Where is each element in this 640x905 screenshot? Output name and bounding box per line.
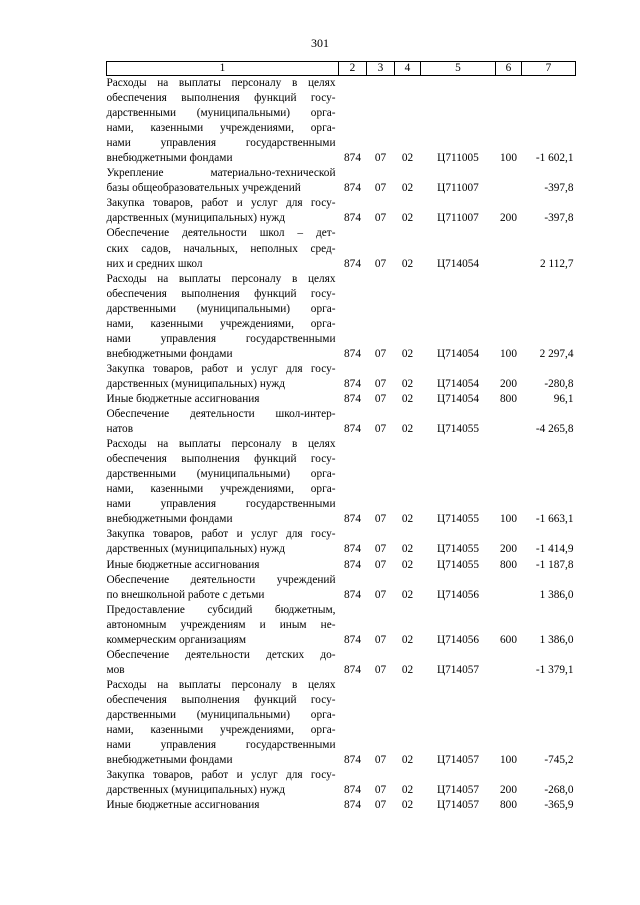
amount-value: -1 379,1	[535, 663, 574, 676]
table-row	[107, 573, 576, 603]
subsection-code: 02	[401, 543, 414, 556]
header-col-5: 5	[421, 62, 496, 76]
description-line: нами, казенными учреждениями, орга-	[106, 317, 336, 330]
description-line: дарственными (муниципальными) орга-	[106, 107, 336, 120]
target-article-code: Ц714056	[436, 633, 480, 646]
header-col-1: 1	[107, 62, 339, 76]
subsection-code: 02	[401, 799, 414, 812]
description-line: дарственных (муниципальных) нужд	[106, 543, 285, 556]
table-row	[107, 272, 576, 362]
amount-value: -397,8	[544, 182, 574, 195]
section-code: 07	[374, 347, 387, 360]
description-line: нами управления государственными	[106, 137, 336, 150]
description-line: Расходы на выплаты персоналу в целях	[106, 678, 336, 691]
target-article-code: Ц714057	[436, 754, 480, 767]
expense-type-code: 100	[500, 152, 517, 165]
row-description	[107, 196, 339, 226]
description-line: Иные бюджетные ассигнования	[106, 799, 260, 812]
description-line: Закупка товаров, работ и услуг для госу-	[106, 362, 336, 375]
amount-value: 2 297,4	[539, 347, 574, 360]
subsection-code: 02	[401, 558, 414, 571]
description-line: нами, казенными учреждениями, орга-	[106, 122, 336, 135]
header-col-3: 3	[367, 62, 395, 76]
description-line: внебюджетными фондами	[106, 754, 233, 767]
section-code: 07	[374, 784, 387, 797]
description-line: внебюджетными фондами	[106, 513, 233, 526]
expense-type-code: 800	[500, 558, 517, 571]
description-line: дарственными (муниципальными) орга-	[106, 468, 336, 481]
subsection-code: 02	[401, 377, 414, 390]
subsection-code: 02	[401, 347, 414, 360]
section-code: 07	[374, 663, 387, 676]
row-description	[107, 648, 339, 678]
description-line: дарственных (муниципальных) нужд	[106, 784, 285, 797]
expense-type-code: 800	[500, 799, 517, 812]
subsection-code: 02	[401, 152, 414, 165]
description-line: нами управления государственными	[106, 332, 336, 345]
subsection-code: 02	[401, 212, 414, 225]
target-article-code: Ц714054	[436, 377, 480, 390]
ministry-code: 874	[344, 392, 361, 405]
row-description	[107, 226, 339, 271]
description-line: ских садов, начальных, неполных сред-	[106, 242, 336, 255]
table-row	[107, 558, 576, 573]
table-row	[107, 196, 576, 226]
ministry-code: 874	[344, 257, 361, 270]
expense-type-code: 200	[500, 377, 517, 390]
description-line: Расходы на выплаты персоналу в целях	[106, 77, 336, 89]
section-code: 07	[374, 633, 387, 646]
row-description	[107, 573, 339, 603]
ministry-code: 874	[344, 588, 361, 601]
ministry-code: 874	[344, 423, 361, 436]
section-code: 07	[374, 754, 387, 767]
row-description	[107, 768, 339, 798]
description-line: дарственных (муниципальных) нужд	[106, 212, 285, 225]
description-line: Закупка товаров, работ и услуг для госу-	[106, 528, 336, 541]
description-line: по внешкольной работе с детьми	[106, 588, 265, 601]
table-header	[107, 62, 576, 76]
table-row	[107, 768, 576, 798]
target-article-code: Ц714057	[436, 663, 480, 676]
row-description	[107, 392, 339, 407]
table-row	[107, 166, 576, 196]
row-description	[107, 527, 339, 557]
row-description	[107, 798, 339, 813]
header-row	[107, 62, 576, 76]
expense-type-code	[496, 573, 522, 603]
section-code: 07	[374, 152, 387, 165]
subsection-code: 02	[401, 663, 414, 676]
page-number: 301	[311, 36, 329, 50]
target-article-code: Ц711007	[437, 182, 479, 195]
subsection-code: 02	[401, 588, 414, 601]
expense-type-code	[496, 166, 522, 196]
subsection-code: 02	[401, 754, 414, 767]
subsection-code: 02	[401, 423, 414, 436]
amount-value: 1 386,0	[539, 588, 574, 601]
expense-type-code: 100	[500, 754, 517, 767]
target-article-code: Ц714055	[436, 513, 480, 526]
description-line: нами, казенными учреждениями, орга-	[106, 724, 336, 737]
description-line: внебюджетными фондами	[106, 347, 233, 360]
ministry-code: 874	[344, 663, 361, 676]
table-body	[107, 76, 576, 814]
section-code: 07	[374, 588, 387, 601]
ministry-code: 874	[344, 513, 361, 526]
row-description	[107, 603, 339, 648]
description-line: Обеспечение деятельности детских до-	[106, 648, 336, 661]
amount-value: -365,9	[544, 799, 574, 812]
budget-table	[106, 61, 576, 813]
expense-type-code	[496, 407, 522, 437]
description-line: Предоставление субсидий бюджетным,	[106, 603, 336, 616]
subsection-code: 02	[401, 392, 414, 405]
expense-type-code	[496, 226, 522, 271]
header-col-4: 4	[395, 62, 421, 76]
description-line: обеспечения выполнения функций госу-	[106, 92, 336, 105]
description-line: базы общеобразовательных учреждений	[106, 182, 301, 195]
section-code: 07	[374, 513, 387, 526]
header-col-6: 6	[496, 62, 522, 76]
section-code: 07	[374, 392, 387, 405]
description-line: Обеспечение деятельности школ-интер-	[106, 408, 336, 421]
description-line: мов	[106, 663, 125, 676]
expense-type-code: 100	[500, 513, 517, 526]
row-description	[107, 407, 339, 437]
header-col-7: 7	[522, 62, 576, 76]
target-article-code: Ц714055	[436, 423, 480, 436]
description-line: обеспечения выполнения функций госу-	[106, 453, 336, 466]
description-line: дарственных (муниципальных) нужд	[106, 377, 285, 390]
subsection-code: 02	[401, 633, 414, 646]
table-row	[107, 226, 576, 271]
description-line: Обеспечение деятельности школ – дет-	[106, 227, 336, 240]
row-description	[107, 678, 339, 768]
subsection-code: 02	[401, 257, 414, 270]
description-line: Закупка товаров, работ и услуг для госу-	[106, 197, 336, 210]
table-row	[107, 392, 576, 407]
ministry-code: 874	[344, 347, 361, 360]
ministry-code: 874	[344, 558, 361, 571]
amount-value: -1 414,9	[535, 543, 574, 556]
expense-type-code: 200	[500, 212, 517, 225]
description-line: натов	[106, 423, 134, 436]
amount-value: 96,1	[553, 392, 574, 405]
subsection-code: 02	[401, 784, 414, 797]
row-description	[107, 558, 339, 573]
ministry-code: 874	[344, 152, 361, 165]
table-row	[107, 648, 576, 678]
expense-type-code: 100	[500, 347, 517, 360]
subsection-code: 02	[401, 513, 414, 526]
section-code: 07	[374, 377, 387, 390]
amount-value: 1 386,0	[539, 633, 574, 646]
expense-type-code: 800	[500, 392, 517, 405]
table-row	[107, 798, 576, 813]
section-code: 07	[374, 799, 387, 812]
amount-value: -4 265,8	[535, 423, 574, 436]
target-article-code: Ц711005	[437, 152, 479, 165]
row-description	[107, 76, 339, 167]
description-line: них и средних школ	[106, 257, 203, 270]
description-line: нами, казенными учреждениями, орга-	[106, 483, 336, 496]
amount-value: -745,2	[544, 754, 574, 767]
table-row	[107, 527, 576, 557]
target-article-code: Ц714054	[436, 392, 480, 405]
amount-value: -280,8	[544, 377, 574, 390]
section-code: 07	[374, 423, 387, 436]
target-article-code: Ц714056	[436, 588, 480, 601]
section-code: 07	[374, 212, 387, 225]
table-row	[107, 407, 576, 437]
ministry-code: 874	[344, 377, 361, 390]
section-code: 07	[374, 558, 387, 571]
description-line: внебюджетными фондами	[106, 152, 233, 165]
description-line: обеспечения выполнения функций госу-	[106, 287, 336, 300]
description-line: Обеспечение деятельности учреждений	[106, 573, 336, 586]
amount-value: -397,8	[544, 212, 574, 225]
target-article-code: Ц714057	[436, 799, 480, 812]
subsection-code: 02	[401, 182, 414, 195]
target-article-code: Ц714054	[436, 347, 480, 360]
ministry-code: 874	[344, 182, 361, 195]
description-line: Закупка товаров, работ и услуг для госу-	[106, 769, 336, 782]
description-line: Расходы на выплаты персоналу в целях	[106, 272, 336, 285]
row-description	[107, 272, 339, 362]
target-article-code: Ц714057	[436, 784, 480, 797]
ministry-code: 874	[344, 799, 361, 812]
description-line: дарственными (муниципальными) орга-	[106, 302, 336, 315]
table-row	[107, 76, 576, 167]
description-line: Укрепление материально-технической	[106, 167, 336, 180]
table-row	[107, 362, 576, 392]
description-line: автономным учреждениям и иным не-	[106, 618, 336, 631]
section-code: 07	[374, 182, 387, 195]
ministry-code: 874	[344, 212, 361, 225]
description-line: нами управления государственными	[106, 498, 336, 511]
description-line: нами управления государственными	[106, 739, 336, 752]
ministry-code: 874	[344, 754, 361, 767]
amount-value: -1 187,8	[535, 558, 574, 571]
table-row	[107, 603, 576, 648]
row-description	[107, 437, 339, 527]
amount-value: -268,0	[544, 784, 574, 797]
amount-value: -1 602,1	[535, 152, 574, 165]
table-row	[107, 678, 576, 768]
description-line: Иные бюджетные ассигнования	[106, 558, 260, 571]
description-line: Иные бюджетные ассигнования	[106, 392, 260, 405]
description-line: обеспечения выполнения функций госу-	[106, 693, 336, 706]
target-article-code: Ц714055	[436, 543, 480, 556]
expense-type-code: 600	[500, 633, 517, 646]
amount-value: 2 112,7	[540, 257, 574, 270]
ministry-code: 874	[344, 784, 361, 797]
ministry-code: 874	[344, 633, 361, 646]
description-line: Расходы на выплаты персоналу в целях	[106, 438, 336, 451]
target-article-code: Ц711007	[437, 212, 479, 225]
target-article-code: Ц714054	[436, 257, 480, 270]
expense-type-code	[496, 648, 522, 678]
ministry-code: 874	[344, 543, 361, 556]
header-col-2: 2	[339, 62, 367, 76]
row-description	[107, 362, 339, 392]
row-description	[107, 166, 339, 196]
section-code: 07	[374, 543, 387, 556]
table-row	[107, 437, 576, 527]
description-line: дарственными (муниципальными) орга-	[106, 708, 336, 721]
expense-type-code: 200	[500, 543, 517, 556]
target-article-code: Ц714055	[436, 558, 480, 571]
amount-value: -1 663,1	[535, 513, 574, 526]
description-line: коммерческим организациям	[106, 633, 246, 646]
section-code: 07	[374, 257, 387, 270]
expense-type-code: 200	[500, 784, 517, 797]
